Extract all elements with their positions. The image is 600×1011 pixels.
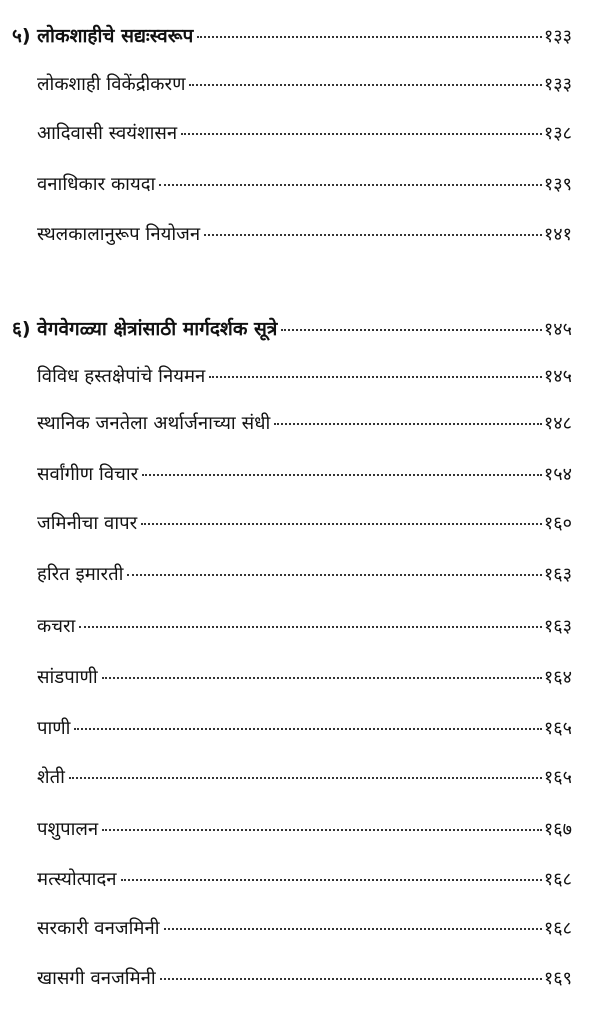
dot-leader xyxy=(274,423,542,425)
dot-leader xyxy=(102,829,542,831)
dot-leader xyxy=(74,728,541,730)
toc-item[interactable] xyxy=(37,664,572,689)
toc-item-title: हरित इमारती xyxy=(37,564,124,585)
toc-item[interactable] xyxy=(37,510,572,535)
toc-page-number: १३९ xyxy=(543,174,572,195)
toc-item-title: सर्वांगीण विचार xyxy=(37,464,139,485)
toc-item-title: मत्स्योत्पादन xyxy=(37,869,117,890)
toc-item-title: स्थलकालानुरूप नियोजन xyxy=(37,224,201,245)
dot-leader xyxy=(159,184,542,186)
toc-item[interactable] xyxy=(37,915,572,940)
toc-item[interactable] xyxy=(37,410,572,435)
toc-page-number: १६० xyxy=(543,513,572,534)
dot-leader xyxy=(189,84,541,86)
toc-section-title: ६) वेगवेगळ्या क्षेत्रांसाठी मार्गदर्शक सूत्रे xyxy=(12,318,278,340)
toc-item[interactable] xyxy=(37,764,572,789)
toc-item-title: खासगी वनजमिनी xyxy=(37,968,156,989)
toc-item[interactable] xyxy=(37,715,572,740)
toc-section-5[interactable] xyxy=(12,22,572,48)
toc-item-title: आदिवासी स्वयंशासन xyxy=(37,123,178,144)
toc-item[interactable] xyxy=(37,171,572,196)
toc-page-number: १५४ xyxy=(543,464,572,485)
toc-item-title: सरकारी वनजमिनी xyxy=(37,918,160,939)
toc-page-number: १६५ xyxy=(543,718,572,739)
dot-leader xyxy=(160,978,542,980)
toc-page-number: १६३ xyxy=(543,616,572,637)
dot-leader xyxy=(79,626,542,628)
toc-page-number: १६९ xyxy=(543,968,572,989)
toc-item-title: स्थानिक जनतेला अर्थार्जनाच्या संधी xyxy=(37,413,271,434)
toc-item[interactable] xyxy=(37,561,572,586)
toc-page-number: १४५ xyxy=(543,319,572,340)
dot-leader xyxy=(142,474,542,476)
toc-item-title: जमिनीचा वापर xyxy=(37,513,138,534)
toc-item[interactable] xyxy=(37,816,572,841)
toc-item[interactable] xyxy=(37,71,572,96)
toc-page-number: १६३ xyxy=(543,564,572,585)
toc-page-number: १४१ xyxy=(543,224,572,245)
toc-item-title: कचरा xyxy=(37,616,76,637)
dot-leader xyxy=(102,677,542,679)
dot-leader xyxy=(181,133,542,135)
dot-leader xyxy=(197,36,542,38)
toc-item-title: शेती xyxy=(37,767,65,788)
toc-page-number: १६४ xyxy=(543,667,572,688)
toc-section-title: ५) लोकशाहीचे सद्यःस्वरूप xyxy=(12,25,194,47)
toc-item[interactable] xyxy=(37,965,572,990)
toc-item-title: सांडपाणी xyxy=(37,667,98,688)
toc-item-title: वनाधिकार कायदा xyxy=(37,174,156,195)
dot-leader xyxy=(141,523,542,525)
dot-leader xyxy=(69,777,542,779)
toc-page-number: १४८ xyxy=(543,413,572,434)
toc-page-number: १३३ xyxy=(543,74,572,95)
toc-item[interactable] xyxy=(37,120,572,145)
toc-item-title: लोकशाही विकेंद्रीकरण xyxy=(37,74,186,95)
toc-page-number: १६७ xyxy=(543,819,572,840)
toc-item[interactable] xyxy=(37,866,572,891)
dot-leader xyxy=(164,928,542,930)
toc-page-number: १३८ xyxy=(543,123,572,144)
toc-page-number: १६५ xyxy=(543,767,572,788)
toc-section-6[interactable] xyxy=(12,315,572,341)
toc-item[interactable] xyxy=(37,461,572,486)
toc-page-number: १३३ xyxy=(543,26,572,47)
dot-leader xyxy=(204,234,542,236)
toc-page-number: १६८ xyxy=(543,869,572,890)
toc-item[interactable] xyxy=(37,613,572,638)
dot-leader xyxy=(121,879,542,881)
toc-item[interactable] xyxy=(37,363,572,388)
toc-page-number: १४५ xyxy=(543,366,572,387)
toc-item-title: विविध हस्तक्षेपांचे नियमन xyxy=(37,366,206,387)
toc-item[interactable] xyxy=(37,221,572,246)
toc-page-number: १६८ xyxy=(543,918,572,939)
toc-item-title: पाणी xyxy=(37,718,71,739)
dot-leader xyxy=(209,376,542,378)
dot-leader xyxy=(281,329,542,331)
toc-item-title: पशुपालन xyxy=(37,819,99,840)
dot-leader xyxy=(127,574,541,576)
